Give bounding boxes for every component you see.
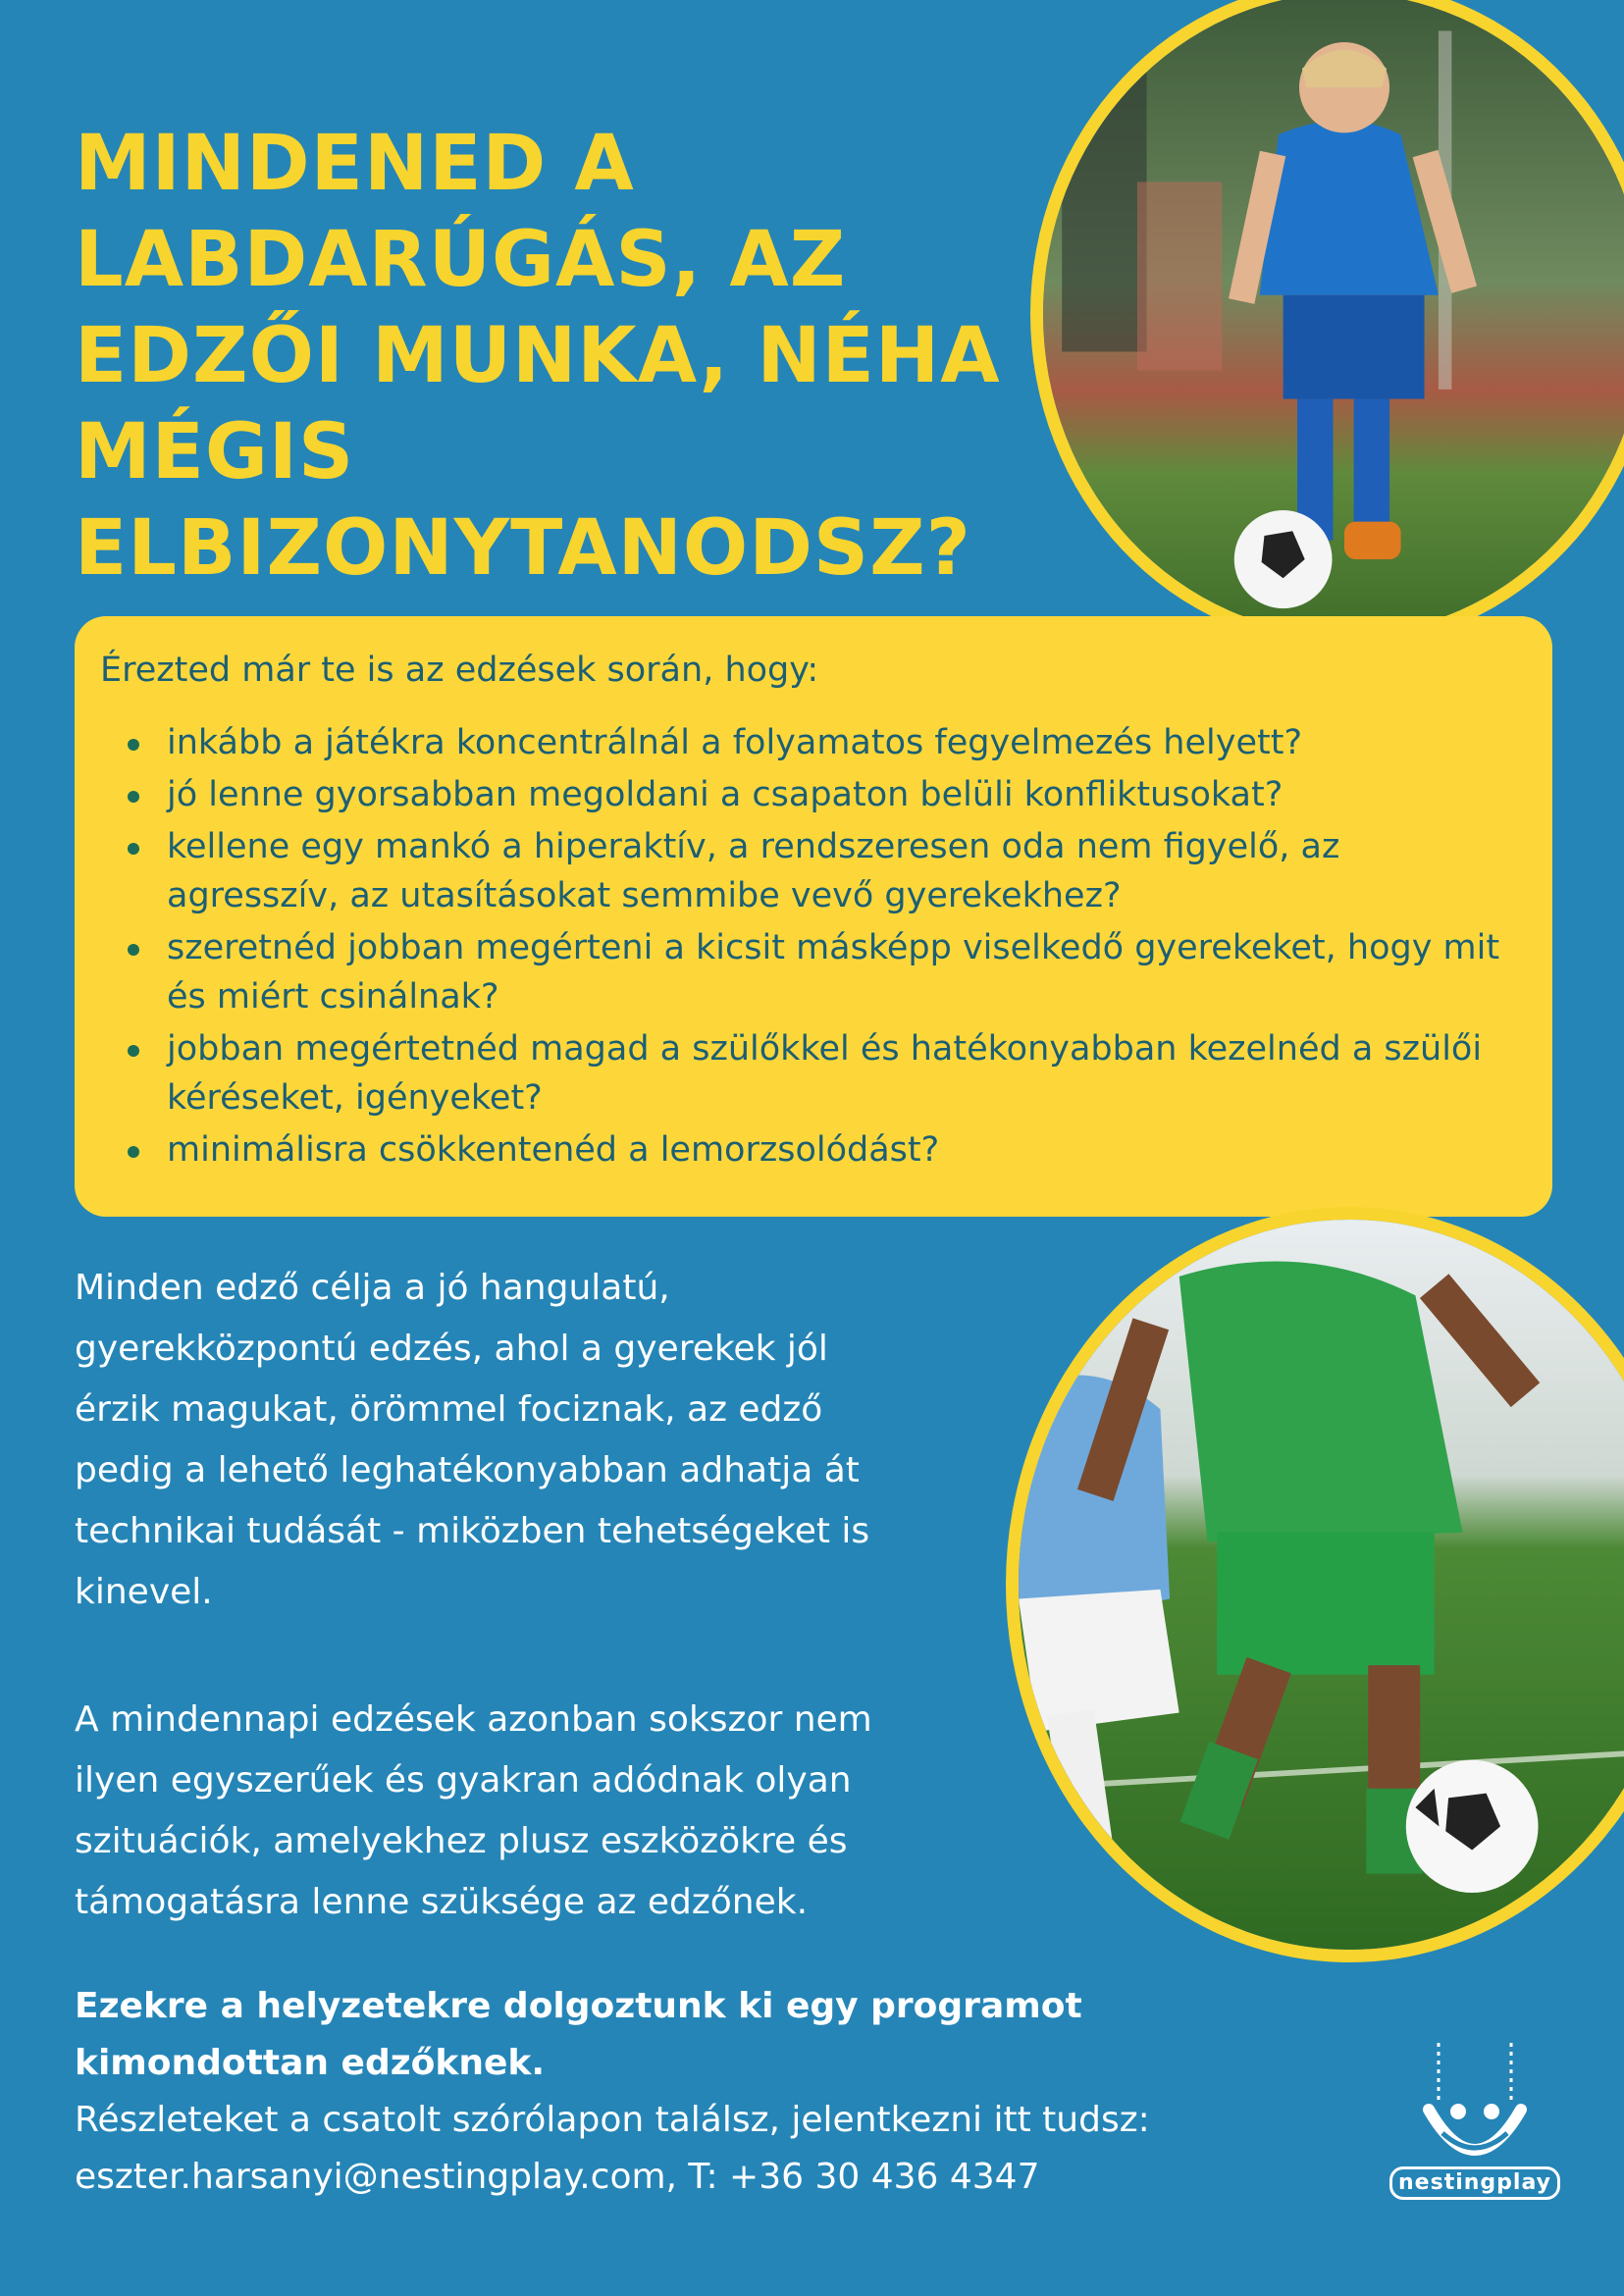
nestingplay-logo: [1382, 2043, 1568, 2210]
paragraph-line: technikai tudását - miközben tehetségeket is: [75, 1511, 870, 1551]
bullet-icon: [128, 791, 139, 803]
headline: [75, 116, 1017, 597]
questions-list: [100, 718, 1513, 1174]
photo-boy-blue-kit-illustration: [1043, 0, 1624, 635]
paragraph-line: gyerekközpontú edzés, ahol a gyerekek jól: [75, 1329, 828, 1369]
headline-line: LABDARÚGÁS, AZ: [75, 216, 847, 304]
photo-boy-green-kit-illustration: [1019, 1220, 1624, 1950]
paragraph-line: érzik magukat, örömmel fociznak, az edző: [75, 1389, 823, 1430]
swing-smile-icon: [1382, 2043, 1568, 2170]
list-item: [100, 822, 1513, 920]
contact-info[interactable]: eszter.harsanyi@nestingplay.com, T: +36 30 436 4347: [75, 2157, 1040, 2197]
bullet-icon: [128, 944, 139, 956]
paragraph-line: szituációk, amelyekhez plusz eszközökre és: [75, 1821, 848, 1861]
paragraph-line: támogatásra lenne szüksége az edzőnek.: [75, 1882, 809, 1922]
paragraph-line: ilyen egyszerűek és gyakran adódnak olyan: [75, 1760, 852, 1800]
list-item: [100, 718, 1513, 767]
list-item-text: inkább a játékra koncentrálnál a folyamatos fegyelmezés helyett?: [167, 723, 1303, 762]
list-item: [100, 1024, 1513, 1122]
list-item-text: szeretnéd jobban megérteni a kicsit másképp viselkedő gyerekeket, hogy mit és miért csinálnak?: [167, 928, 1500, 1017]
paragraph-line: kinevel.: [75, 1572, 213, 1612]
logo-wordmark: nestingplay: [1389, 2166, 1560, 2200]
photo-boy-green-kit: [1006, 1207, 1624, 1962]
list-item: [100, 770, 1513, 819]
bullet-icon: [128, 1045, 139, 1057]
bullet-icon: [128, 739, 139, 751]
bullet-icon: [128, 1146, 139, 1158]
second-paragraph: [75, 1690, 1017, 1933]
paragraph-line: A mindennapi edzések azonban sokszor nem: [75, 1699, 872, 1740]
list-item-text: minimálisra csökkentenéd a lemorzsolódást?: [167, 1130, 940, 1170]
list-item-text: kellene egy mankó a hiperaktív, a rendszeresen oda nem figyelő, az agresszív, az utasításokat semmibe vevő gyerekekhez?: [167, 827, 1340, 915]
questions-box: [75, 616, 1552, 1217]
headline-line: MÉGIS: [75, 408, 355, 496]
photo-boy-blue-kit: [1030, 0, 1624, 648]
cta-headline-line: kimondottan edzőknek.: [75, 2043, 546, 2083]
cta-details: Részleteket a csatolt szórólapon találsz, jelentkezni itt tudsz:: [75, 2100, 1150, 2140]
headline-line: EDZŐI MUNKA, NÉHA: [75, 312, 1001, 400]
cta-headline-line: Ezekre a helyzetekre dolgoztunk ki egy programot: [75, 1986, 1082, 2026]
list-item: [100, 923, 1513, 1021]
paragraph-line: Minden edző célja a jó hangulatú,: [75, 1268, 670, 1308]
headline-line: MINDENED A: [75, 120, 635, 208]
headline-line: ELBIZONYTANODSZ?: [75, 504, 971, 593]
list-item-text: jobban megértetnéd magad a szülőkkel és hatékonyabban kezelnéd a szülői kéréseket, igényeket?: [167, 1029, 1483, 1118]
list-item: [100, 1125, 1513, 1174]
call-to-action: [75, 1978, 1399, 2206]
bullet-icon: [128, 843, 139, 855]
list-item-text: jó lenne gyorsabban megoldani a csapaton belüli konfliktusokat?: [167, 775, 1283, 814]
paragraph-line: pedig a lehető leghatékonyabban adhatja át: [75, 1450, 860, 1490]
intro-paragraph: [75, 1258, 1017, 1623]
questions-intro: Érezted már te is az edzések során, hogy:: [100, 651, 819, 690]
